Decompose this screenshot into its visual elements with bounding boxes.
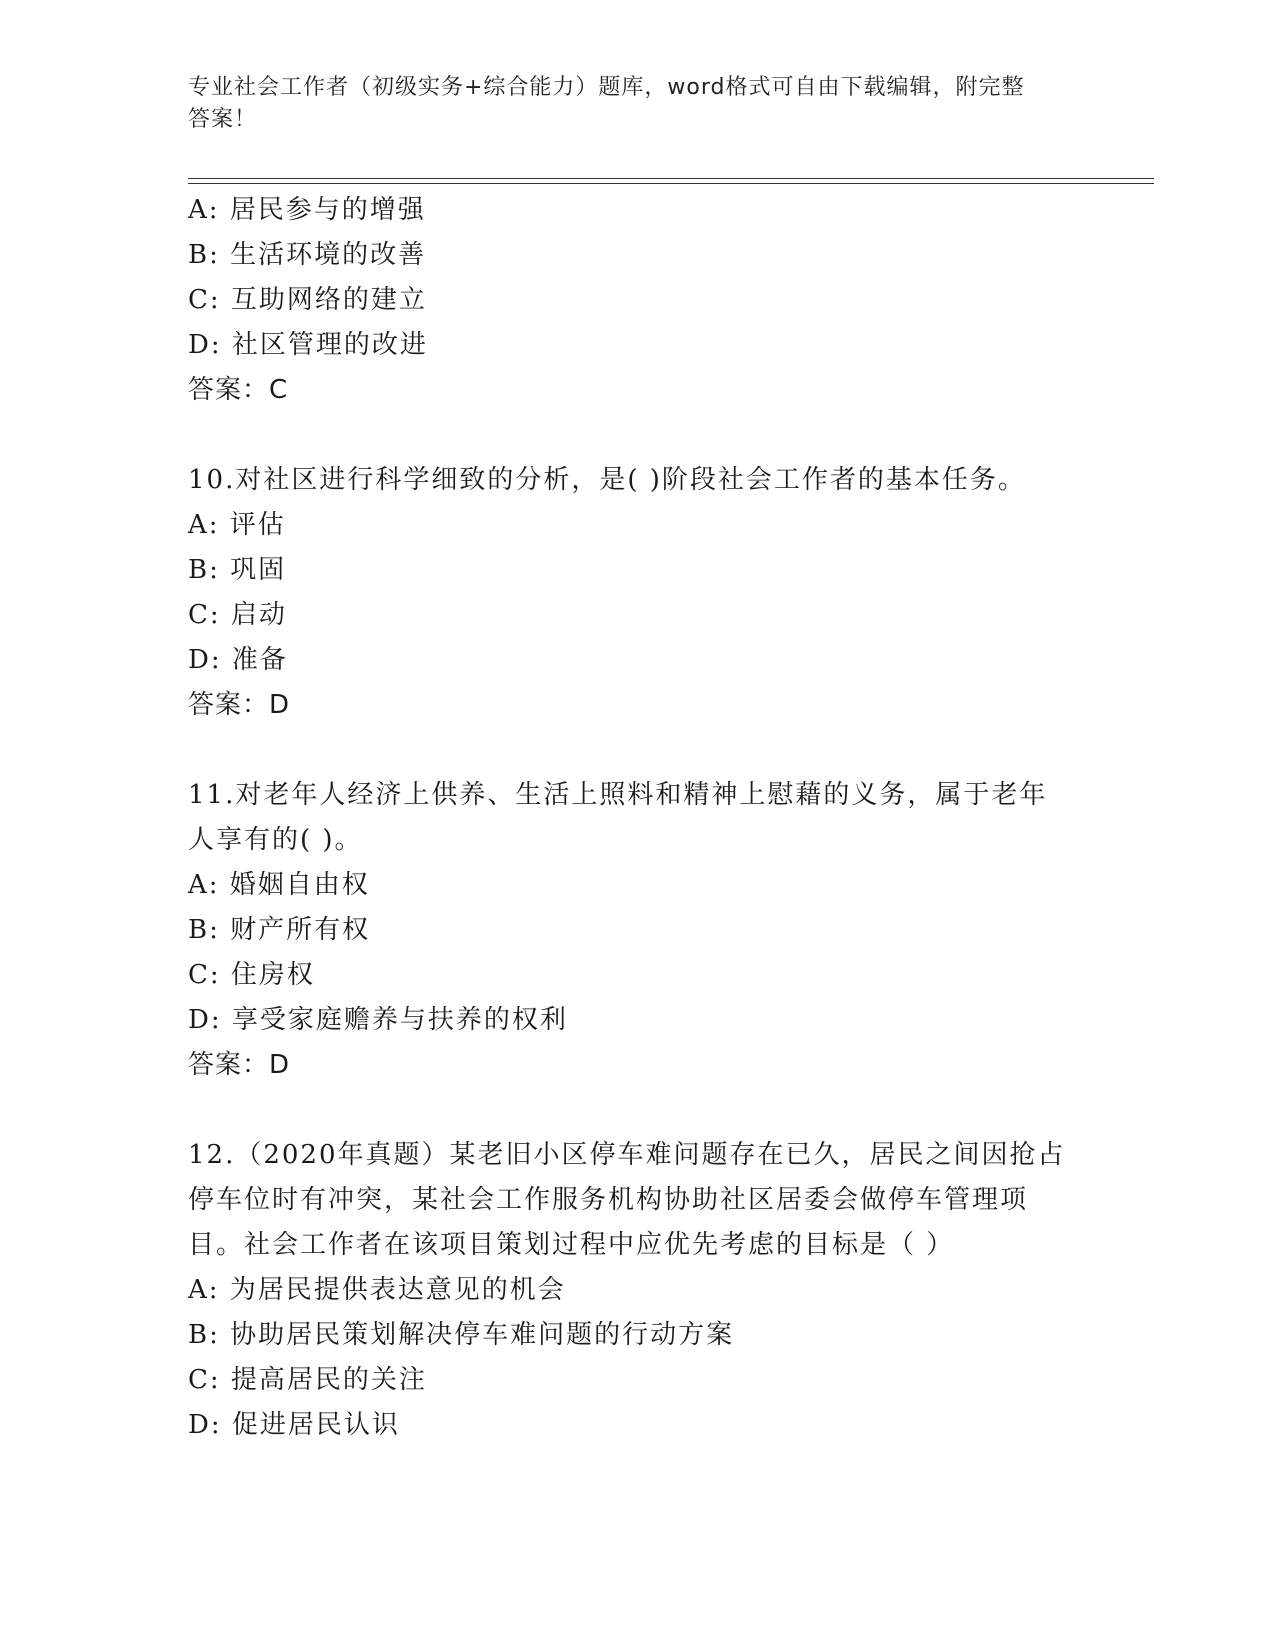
q11-option-b: B: 财产所有权 [188,915,371,945]
q11-option-a: A: 婚姻自由权 [188,870,370,900]
header-line-2: 答案！ [188,107,258,132]
header-divider-bottom [188,183,1154,184]
q12-option-a: A: 为居民提供表达意见的机会 [188,1275,566,1305]
q12-text-line-1: 12.（2020年真题）某老旧小区停车难问题存在已久，居民之间因抢占 [188,1140,1066,1170]
q10-option-b: B: 巩固 [188,555,287,585]
header-line-1: 专业社会工作者（初级实务+综合能力）题库，word格式可自由下载编辑，附完整 [188,75,1025,100]
q10-answer: 答案：D [188,690,291,720]
q11-answer: 答案：D [188,1050,291,1080]
q11-text-line-2: 人享有的( )。 [188,825,363,855]
q11-option-d: D: 享受家庭赡养与扶养的权利 [188,1005,568,1035]
q12-option-c: C: 提高居民的关注 [188,1365,427,1395]
q12-option-d: D: 促进居民认识 [188,1410,400,1440]
q11-option-c: C: 住房权 [188,960,315,990]
header-divider-top [188,178,1154,179]
q12-text-line-3: 目。社会工作者在该项目策划过程中应优先考虑的目标是（ ） [188,1230,955,1260]
q11-text-line-1: 11.对老年人经济上供养、生活上照料和精神上慰藉的义务，属于老年 [188,780,1048,810]
q10-option-a: A: 评估 [188,510,286,540]
q10-text: 10.对社区进行科学细致的分析，是( )阶段社会工作者的基本任务。 [188,465,1026,495]
q9-option-b: B: 生活环境的改善 [188,240,427,270]
q9-option-a: A: 居民参与的增强 [188,195,426,225]
document-header [188,72,1088,136]
q10-option-d: D: 准备 [188,645,288,675]
q12-text-line-2: 停车位时有冲突，某社会工作服务机构协助社区居委会做停车管理项 [188,1185,1029,1215]
q10-option-c: C: 启动 [188,600,287,630]
q9-answer: 答案：C [188,375,289,405]
q9-option-c: C: 互助网络的建立 [188,285,427,315]
q12-option-b: B: 协助居民策划解决停车难问题的行动方案 [188,1320,735,1350]
q9-option-d: D: 社区管理的改进 [188,330,428,360]
